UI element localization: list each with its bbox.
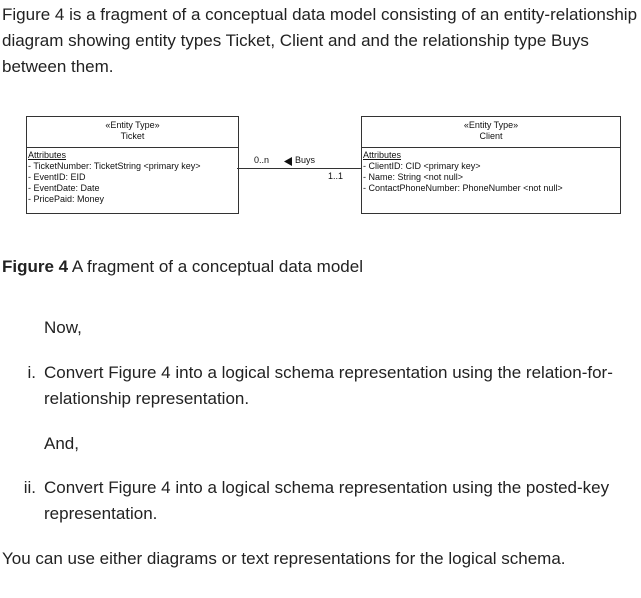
ticket-stereotype: «Entity Type» (105, 120, 160, 130)
ticket-attributes-title: Attributes (28, 150, 67, 160)
figure-caption-label: Figure 4 (2, 257, 69, 276)
relationship-name: Buys (295, 155, 316, 165)
client-attribute: - ClientID: CID <primary key> (363, 161, 481, 171)
direction-arrow-icon (284, 157, 293, 166)
client-attributes-title: Attributes (363, 150, 402, 160)
ticket-attribute: - PricePaid: Money (28, 194, 105, 204)
ticket-attribute: - TicketNumber: TicketString <primary key> (28, 161, 201, 171)
ticket-multiplicity: 0..n (254, 155, 270, 165)
and-paragraph: And, (44, 434, 79, 453)
item2-text: Convert Figure 4 into a logical schema representation using the posted-key representation. (44, 478, 610, 523)
client-attributes (362, 148, 620, 194)
ticket-name: Ticket (120, 131, 145, 141)
item1-text: Convert Figure 4 into a logical schema representation using the relation-for-relationship representation. (44, 363, 613, 408)
intro-paragraph: Figure 4 is a fragment of a conceptual data model consisting of an entity-relationship diagram showing entity types Ticket, Client and and the relationship type Buys between them. (2, 5, 638, 76)
item1-marker: i. (27, 363, 36, 382)
ticket-attributes (27, 148, 238, 205)
client-attribute: - ContactPhoneNumber: PhoneNumber <not null> (363, 183, 563, 193)
ticket-entity (26, 116, 239, 214)
ticket-attribute: - EventID: EID (28, 172, 86, 182)
client-multiplicity: 1..1 (328, 171, 344, 181)
ticket-entity-header (27, 117, 238, 148)
client-name: Client (479, 131, 503, 141)
client-entity-header (362, 117, 620, 148)
figure-caption (2, 257, 363, 277)
item2-marker: ii. (23, 478, 36, 497)
client-stereotype: «Entity Type» (463, 120, 519, 130)
figure-caption-text: A fragment of a conceptual data model (68, 257, 363, 276)
now-paragraph: Now, (44, 318, 82, 337)
relationship-line (237, 168, 361, 169)
client-entity (361, 116, 621, 214)
client-attribute: - Name: String <not null> (363, 172, 464, 182)
closing-paragraph: You can use either diagrams or text representations for the logical schema. (2, 549, 566, 568)
ticket-attribute: - EventDate: Date (28, 183, 100, 193)
